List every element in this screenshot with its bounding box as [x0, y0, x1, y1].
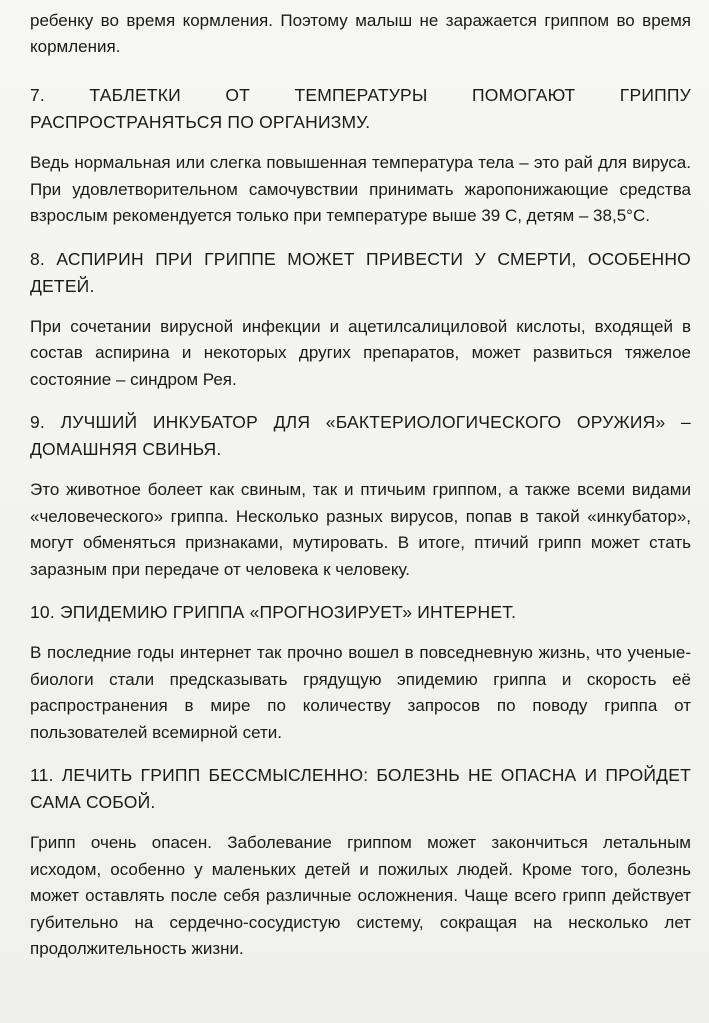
intro-paragraph: ребенку во время кормления. Поэтому малыш не заражается гриппом во время кормления. [30, 11, 691, 56]
section-heading-9: 9. ЛУЧШИЙ ИНКУБАТОР ДЛЯ «БАКТЕРИОЛОГИЧЕСКОГО ОРУЖИЯ» – ДОМАШНЯЯ СВИНЬЯ. [30, 412, 691, 459]
section-text-11: Грипп очень опасен. Заболевание гриппом может закончиться летальным исходом, особенно у маленьких детей и пожилых людей. Кроме того, болезнь может оставлять после себя различные осложнения. Чаще всего грипп действует губительно на сердечно-сосудистую систему, сокращая на несколько лет продолжительность жизни. [30, 833, 691, 958]
section-text-7: Ведь нормальная или слегка повышенная температура тела – это рай для вируса. При удовлетворительном самочувствии принимать жаропонижающие средства взрослым рекомендуется только при температуре выше 39 С, детям – 38,5°С. [30, 153, 691, 225]
section-text-8: При сочетании вирусной инфекции и ацетилсалициловой кислоты, входящей в состав аспирина и некоторых других препаратов, может развиться тяжелое состояние – синдром Рея. [30, 316, 691, 389]
section-text-10: В последние годы интернет так прочно вошел в повседневную жизнь, что ученые-биологи стали предсказывать грядущую эпидемию гриппа и скорость её распространения в мире по количеству запросов по поводу гриппа от пользователей всемирной сети. [30, 643, 691, 742]
section-heading-7: 7. ТАБЛЕТКИ ОТ ТЕМПЕРАТУРЫ ПОМОГАЮТ ГРИППУ РАСПРОСТРАНЯТЬСЯ ПО ОРГАНИЗМУ. [30, 85, 691, 132]
section-heading-10: 10. ЭПИДЕМИЮ ГРИППА «ПРОГНОЗИРУЕТ» ИНТЕРНЕТ. [30, 602, 517, 622]
section-text-9: Это животное болеет как свиным, так и птичьим гриппом, а также всеми видами «человеческого» гриппа. Несколько разных вирусов, попав в такой «инкубатор», могут обменяться признаками, мутировать. В итоге, птичий грипп может стать заразным при передаче от человека к человеку. [30, 480, 691, 579]
section-heading-8: 8. АСПИРИН ПРИ ГРИППЕ МОЖЕТ ПРИВЕСТИ У СМЕРТИ, ОСОБЕННО ДЕТЕЙ. [30, 248, 691, 296]
section-heading-11: 11. ЛЕЧИТЬ ГРИПП БЕССМЫСЛЕННО: БОЛЕЗНЬ НЕ ОПАСНА И ПРОЙДЕТ САМА СОБОЙ. [30, 765, 691, 812]
